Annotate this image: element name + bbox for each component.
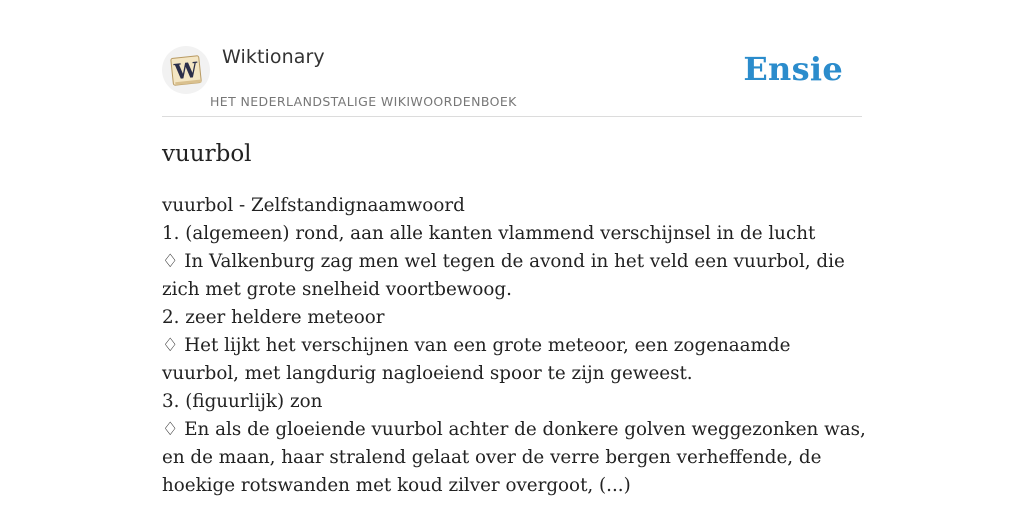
site-tagline: HET NEDERLANDSTALIGE WIKIWOORDENBOEK — [210, 94, 517, 109]
sense-2-definition: 2. zeer heldere meteoor — [162, 307, 385, 328]
svg-text:W: W — [173, 56, 200, 85]
word-class: vuurbol - Zelfstandignaamwoord — [162, 195, 465, 216]
entry-body — [162, 192, 867, 500]
site-name[interactable]: Wiktionary — [222, 46, 325, 68]
sense-1-definition: 1. (algemeen) rond, aan alle kanten vlammend verschijnsel in de lucht — [162, 223, 816, 244]
ensie-brand-link[interactable]: Ensie — [743, 50, 843, 88]
sense-3-example: ♢ En als de gloeiende vuurbol achter de donkere golven weggezonken was, en de maan, haar stralend gelaat over de verre bergen verheffende, de hoekige rotswanden met koud zilver overgoot, (...) — [162, 419, 866, 496]
sense-1-example: ♢ In Valkenburg zag men wel tegen de avond in het veld een vuurbol, die zich met grote snelheid voortbewoog. — [162, 251, 845, 300]
sense-2-example: ♢ Het lijkt het verschijnen van een grote meteoor, een zogenaamde vuurbol, met langdurig nagloeiend spoor te zijn geweest. — [162, 335, 791, 384]
sense-3-definition: 3. (figuurlijk) zon — [162, 391, 323, 412]
wiktionary-logo-icon[interactable] — [162, 46, 210, 94]
site-header — [162, 44, 862, 117]
page-title: vuurbol — [162, 141, 252, 167]
